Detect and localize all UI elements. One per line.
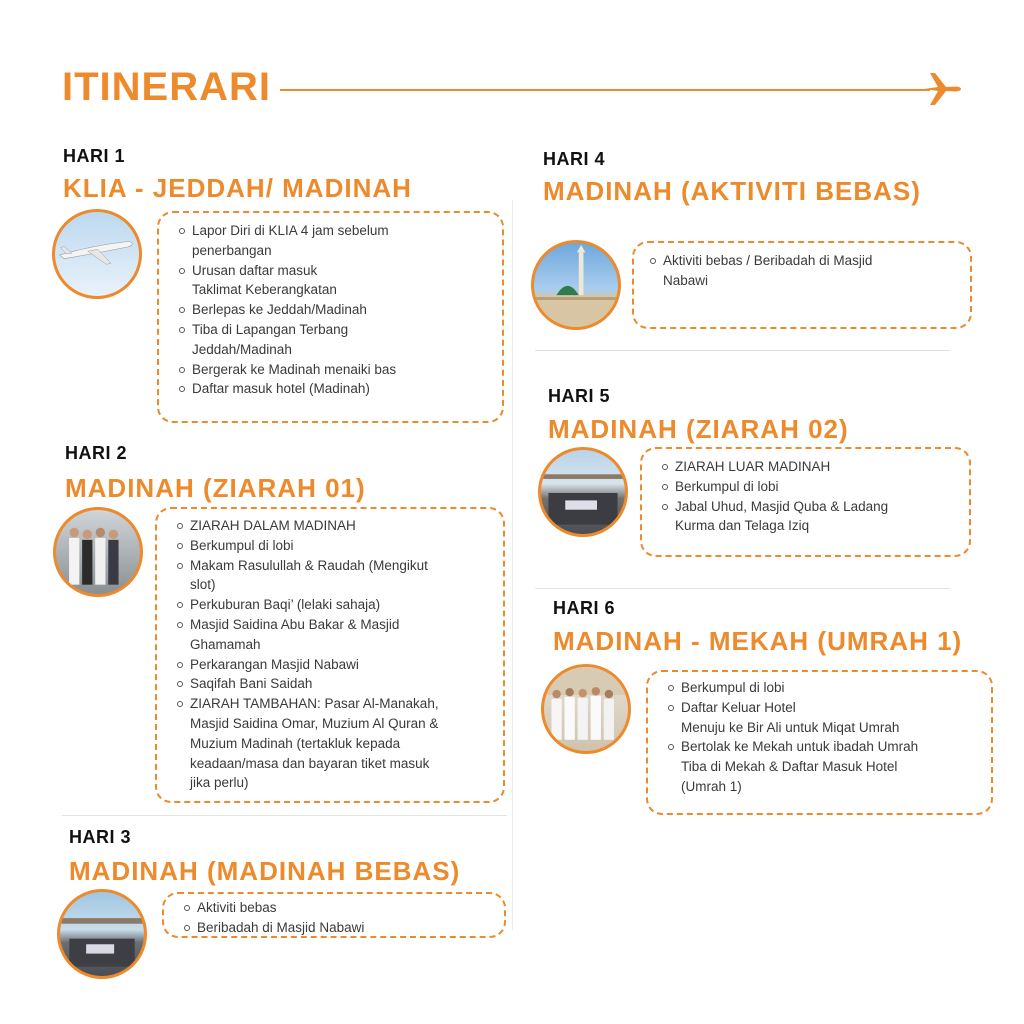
pilgrims-ihram-photo xyxy=(541,664,631,754)
list-item: Jabal Uhud, Masjid Quba & Ladang Kurma dan Telaga Iziq xyxy=(662,497,959,537)
day-4-title: MADINAH (AKTIVITI BEBAS) xyxy=(543,176,921,206)
list-item: Berlepas ke Jeddah/Madinah xyxy=(179,300,492,320)
day-1-title: KLIA - JEDDAH/ MADINAH xyxy=(63,173,412,203)
day-2-title: MADINAH (ZIARAH 01) xyxy=(65,473,366,503)
day-2-label: HARI 2 xyxy=(65,443,128,463)
day-5-label: HARI 5 xyxy=(548,386,611,406)
section-divider xyxy=(62,815,507,816)
list-item: Daftar masuk hotel (Madinah) xyxy=(179,379,492,399)
list-item: Aktiviti bebas / Beribadah di Masjid Nabawi xyxy=(650,251,960,291)
day-6-activity-box xyxy=(646,670,993,815)
list-item: Daftar Keluar Hotel Menuju ke Bir Ali untuk Miqat Umrah xyxy=(668,698,981,738)
day-1-activity-box xyxy=(157,211,504,423)
airplane-icon xyxy=(922,71,962,107)
list-item: Tiba di Lapangan Terbang Jeddah/Madinah xyxy=(179,320,492,360)
day-5-list xyxy=(662,457,959,536)
column-divider xyxy=(512,200,513,930)
list-item: ZIARAH LUAR MADINAH xyxy=(662,457,959,477)
day-1-label: HARI 1 xyxy=(63,146,126,166)
pilgrims-group-photo xyxy=(53,507,143,597)
section-divider xyxy=(535,350,950,351)
day-5-activity-box xyxy=(640,447,971,557)
list-item: Makam Rasulullah & Raudah (Mengikut slot) xyxy=(177,556,493,596)
list-item: Urusan daftar masuk Taklimat Keberangkatan xyxy=(179,261,492,301)
list-item: Beribadah di Masjid Nabawi xyxy=(184,918,494,938)
crowd-image xyxy=(541,450,625,534)
airplane-photo xyxy=(52,209,142,299)
day-6-title: MADINAH - MEKAH (UMRAH 1) xyxy=(553,626,963,656)
list-item: Berkumpul di lobi xyxy=(668,678,981,698)
crowd-image xyxy=(60,892,144,976)
list-item: Perkuburan Baqi’ (lelaki sahaja) xyxy=(177,595,493,615)
title-divider-line xyxy=(280,89,930,91)
list-item: Aktiviti bebas xyxy=(184,898,494,918)
day-3-label: HARI 3 xyxy=(69,827,132,847)
list-item: Masjid Saidina Abu Bakar & Masjid Ghamamah xyxy=(177,615,493,655)
day-3-activity-box xyxy=(162,892,506,938)
day-3-list xyxy=(184,898,494,938)
list-item: ZIARAH DALAM MADINAH xyxy=(177,516,493,536)
day-2-activity-box xyxy=(155,507,505,803)
day-2-list xyxy=(177,516,493,793)
list-item: Lapor Diri di KLIA 4 jam sebelum penerbangan xyxy=(179,221,492,261)
section-divider xyxy=(535,588,950,589)
day-4-activity-box xyxy=(632,241,972,329)
list-item: Bergerak ke Madinah menaiki bas xyxy=(179,360,492,380)
list-item: Berkumpul di lobi xyxy=(662,477,959,497)
list-item: Saqifah Bani Saidah xyxy=(177,674,493,694)
day-3-title: MADINAH (MADINAH BEBAS) xyxy=(69,856,461,886)
list-item: Berkumpul di lobi xyxy=(177,536,493,556)
list-item: ZIARAH TAMBAHAN: Pasar Al-Manakah, Masjid Saidina Omar, Muzium Al Quran & Muzium Madinah (tertakluk kepada keadaan/masa dan bayaran tiket masuk jika perlu) xyxy=(177,694,493,793)
group-rooftop-photo-2 xyxy=(538,447,628,537)
group-rooftop-photo xyxy=(57,889,147,979)
list-item: Perkarangan Masjid Nabawi xyxy=(177,655,493,675)
masjid-nabawi-photo xyxy=(531,240,621,330)
mosque-image xyxy=(534,243,618,327)
day-6-list xyxy=(668,678,981,797)
list-item: Bertolak ke Mekah untuk ibadah Umrah Tiba di Mekah & Daftar Masuk Hotel (Umrah 1) xyxy=(668,737,981,796)
page-title: ITINERARI xyxy=(62,65,271,109)
airplane-image xyxy=(55,212,139,296)
day-4-list xyxy=(650,251,960,291)
day-5-title: MADINAH (ZIARAH 02) xyxy=(548,414,849,444)
people-image xyxy=(544,667,628,751)
day-6-label: HARI 6 xyxy=(553,598,616,618)
people-image xyxy=(56,510,140,594)
day-4-label: HARI 4 xyxy=(543,149,606,169)
day-1-list xyxy=(179,221,492,399)
